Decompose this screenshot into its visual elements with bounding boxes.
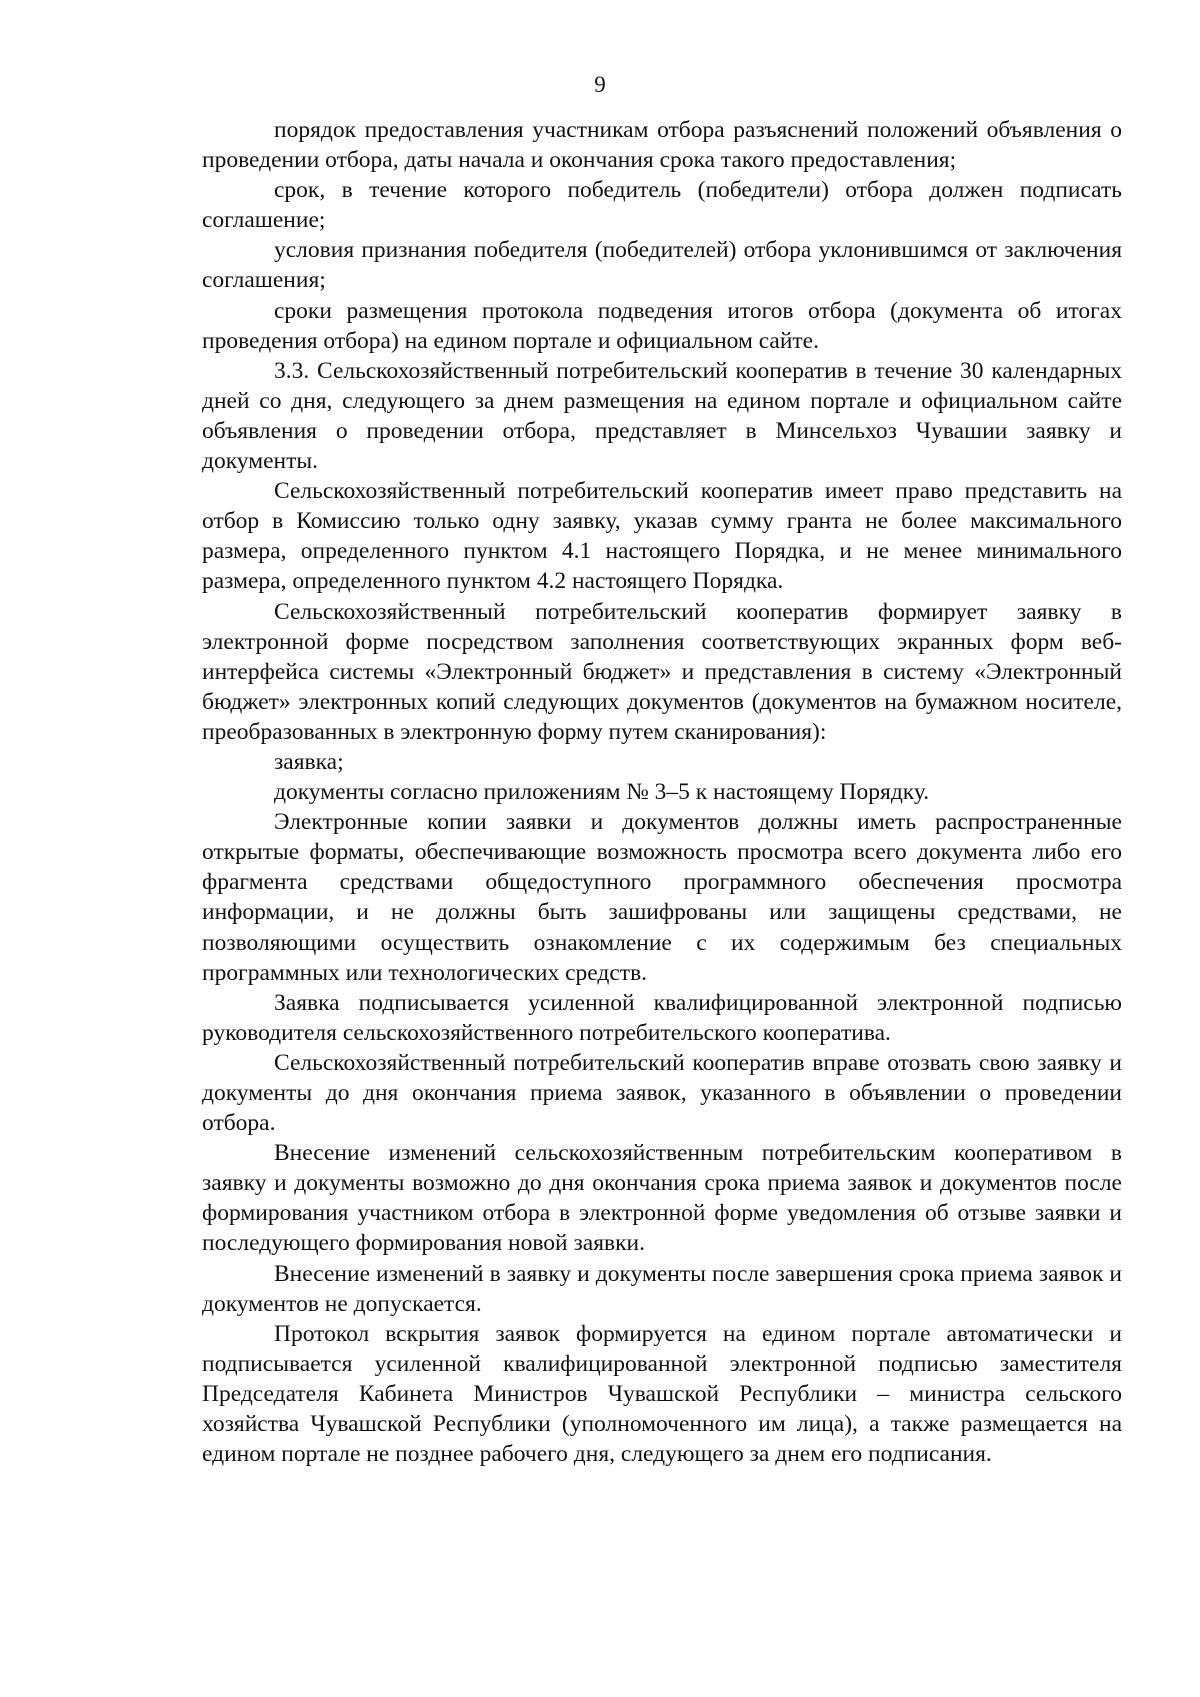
- paragraph: Электронные копии заявки и документов должны иметь распространенные открытые форматы, обеспечивающие возможность просмотра всего документа либо его фрагмента средствами общедоступного программного обеспечения просмотра информации, и не должны быть зашифрованы или защищены средствами, не позволяющими осуществить ознакомление с их содержимым без специальных программных или технологических средств.: [202, 809, 1122, 986]
- paragraph: Сельскохозяйственный потребительский кооператив вправе отозвать свою заявку и документы до дня окончания приема заявок, указанного в объявлении о проведении отбора.: [202, 1049, 1122, 1137]
- document-body: [202, 115, 1122, 1469]
- paragraph: Заявка подписывается усиленной квалифицированной электронной подписью руководителя сельскохозяйственного потребительского кооператива.: [202, 989, 1122, 1046]
- paragraph: срок, в течение которого победитель (победители) отбора должен подписать соглашение;: [202, 177, 1122, 234]
- paragraph: 3.3. Сельскохозяйственный потребительский кооператив в течение 30 календарных дней со дня, следующего за днем размещения на едином портале и официальном сайте объявления о проведении отбора, представляет в Минсельхоз Чувашии заявку и документы.: [202, 357, 1122, 475]
- paragraph: Сельскохозяйственный потребительский кооператив имеет право представить на отбор в Комиссию только одну заявку, указав сумму гранта не более максимального размера, определенного пунктом 4.1 настоящего Порядка, и не менее минимального размера, определенного пунктом 4.2 настоящего Порядка.: [202, 478, 1122, 595]
- paragraph: Сельскохозяйственный потребительский кооператив формирует заявку в электронной форме посредством заполнения соответствующих экранных форм веб-интерфейса системы «Электронный бюджет» и представления в систему «Электронный бюджет» электронных копий следующих документов (документов на бумажном носителе, преобразованных в электронную форму путем сканирования):: [202, 598, 1122, 745]
- paragraph: порядок предоставления участникам отбора разъяснений положений объявления о проведении отбора, даты начала и окончания срока такого предоставления;: [202, 117, 1122, 174]
- paragraph: условия признания победителя (победителей) отбора уклонившимся от заключения соглашения;: [202, 237, 1122, 294]
- page-number: 9: [594, 72, 606, 97]
- paragraph: Протокол вскрытия заявок формируется на едином портале автоматически и подписывается усиленной квалифицированной электронной подписью заместителя Председателя Кабинета Министров Чувашской Республики – министра сельского хозяйства Чувашской Республики (уполномоченного им лица), а также размещается на едином портале не позднее рабочего дня, следующего за днем его подписания.: [202, 1320, 1122, 1468]
- paragraph: заявка;: [274, 748, 344, 775]
- paragraph: сроки размещения протокола подведения итогов отбора (документа об итогах проведения отбора) на едином портале и официальном сайте.: [202, 297, 1122, 354]
- paragraph: Внесение изменений сельскохозяйственным потребительским кооперативом в заявку и документы возможно до дня окончания срока приема заявок и документов после формирования участником отбора в электронной форме уведомления об отзыве заявки и последующего формирования новой заявки.: [202, 1140, 1122, 1257]
- paragraph: Внесение изменений в заявку и документы после завершения срока приема заявок и документов не допускается.: [202, 1260, 1122, 1317]
- paragraph: документы согласно приложениям № 3–5 к настоящему Порядку.: [274, 779, 930, 806]
